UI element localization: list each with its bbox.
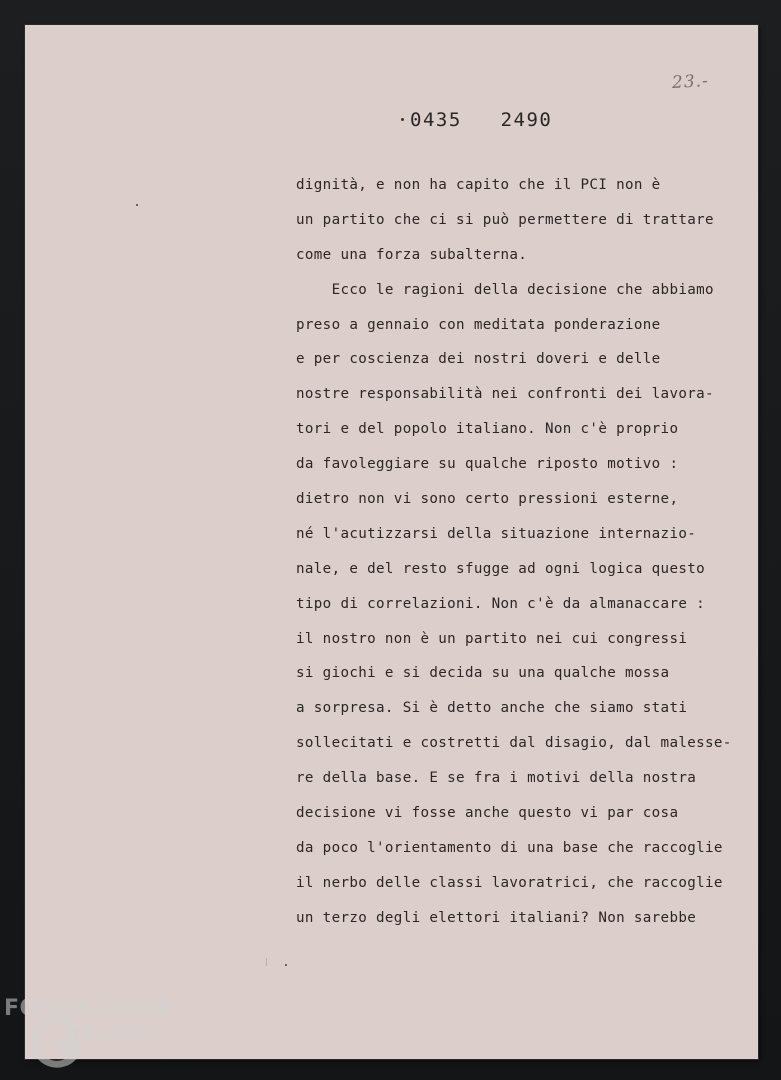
text-line: come una forza subalterna. bbox=[296, 246, 528, 263]
watermark-sub: onlus bbox=[164, 1050, 191, 1060]
text-line: a sorpresa. Si è detto anche che siamo stati bbox=[296, 700, 688, 717]
fondazione-gramsci-watermark bbox=[4, 993, 204, 1079]
paper-speck bbox=[136, 204, 138, 206]
text-line: nostre responsabilità nei confronti dei lavora- bbox=[296, 386, 714, 403]
text-line: re della base. E se fra i motivi della nostra bbox=[296, 770, 697, 787]
handwritten-page-number: 23.- bbox=[671, 71, 710, 93]
text-line: un partito che ci si può permettere di trattare bbox=[296, 211, 714, 228]
text-line: il nerbo delle classi lavoratrici, che raccoglie bbox=[296, 874, 723, 891]
text-line: il nostro non è un partito nei cui congressi bbox=[296, 630, 688, 647]
text-line: né l'acutizzarsi della situazione internazio- bbox=[296, 525, 697, 542]
text-line: da poco l'orientamento di una base che raccoglie bbox=[296, 839, 723, 856]
watermark-line2: RAMSCI bbox=[66, 1023, 160, 1047]
paper-mark bbox=[266, 958, 267, 966]
text-line: dignità, e non ha capito che il PCI non è bbox=[296, 177, 661, 193]
archive-code bbox=[410, 109, 552, 131]
text-line: tori e del popolo italiano. Non c'è proprio bbox=[296, 421, 679, 438]
text-line: si giochi e si decida su una qualche mossa bbox=[296, 665, 670, 682]
watermark-line1: FONDAZIONE bbox=[4, 996, 173, 1021]
typed-body-text bbox=[296, 172, 756, 940]
text-line: e per coscienza dei nostri doveri e delle bbox=[296, 351, 661, 368]
text-line: nale, e del resto sfugge ad ogni logica questo bbox=[296, 560, 706, 577]
text-line: un terzo degli elettori italiani? Non sarebbe bbox=[296, 909, 697, 926]
text-line: Ecco le ragioni della decisione che abbiamo bbox=[296, 281, 714, 298]
text-line: dietro non vi sono certo pressioni esterne, bbox=[296, 491, 679, 508]
archive-code-text: 0435 2490 bbox=[410, 109, 553, 131]
text-line: decisione vi fosse anche questo vi par cosa bbox=[296, 805, 679, 822]
text-line: da favoleggiare su qualche riposto motivo : bbox=[296, 456, 679, 473]
text-line: sollecitati e costretti dal disagio, dal malesse- bbox=[296, 735, 732, 752]
ink-dot bbox=[401, 118, 404, 121]
paper-speck bbox=[285, 964, 287, 966]
text-line: preso a gennaio con meditata ponderazione bbox=[296, 316, 661, 333]
text-line: tipo di correlazioni. Non c'è da almanaccare : bbox=[296, 595, 706, 612]
